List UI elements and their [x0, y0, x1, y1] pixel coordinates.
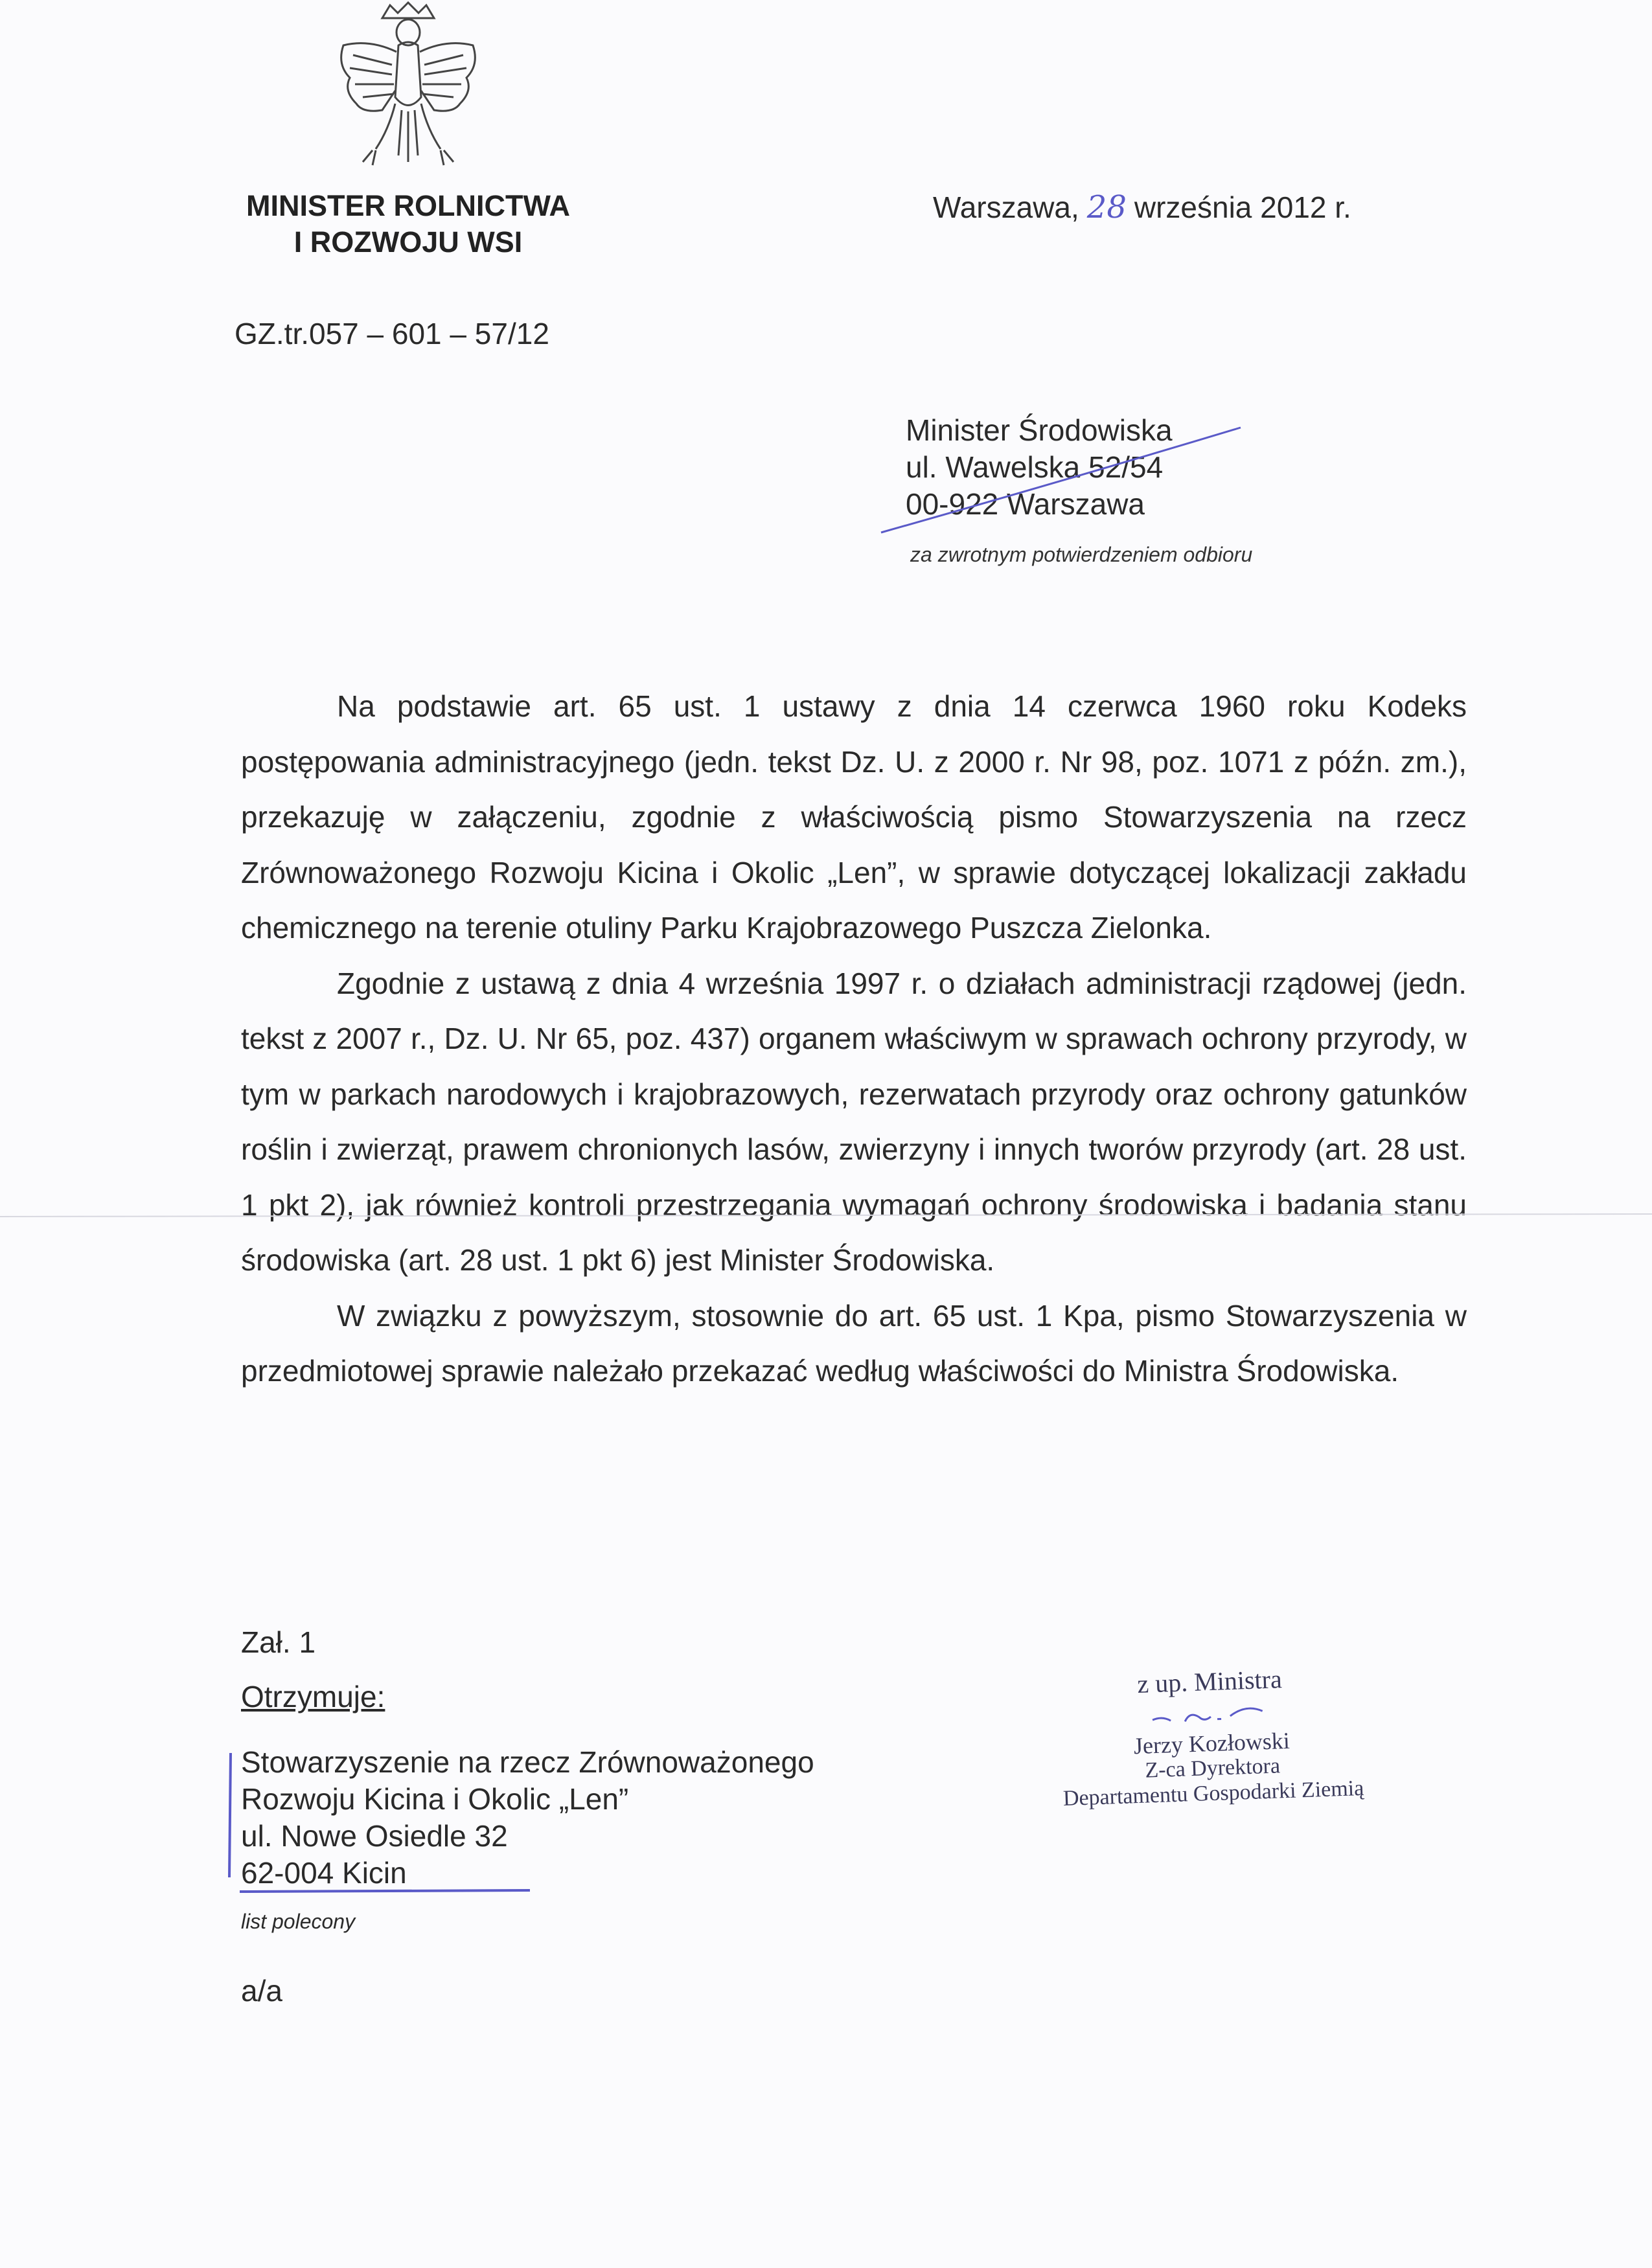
date-day-handwritten: 28 [1086, 189, 1127, 225]
body-paragraph-3: W związku z powyższym, stosownie do art. 65 ust. 1 Kpa, pismo Stowarzyszenia w przedmiotowej sprawie należało przekazać według właściwości do Ministra Środowiska. [241, 1298, 1467, 1388]
attachments-note: Zał. 1 [241, 1625, 316, 1659]
body-paragraph-1: Na podstawie art. 65 ust. 1 ustawy z dnia 14 czerwca 1960 roku Kodeks postępowania administracyjnego (jedn. tekst Dz. U. z 2000 r. Nr 98, poz. 1071 z późn. zm.), przekazuję w załączeniu, zgodnie z właściwością pismo Stowarzyszenia na rzecz Zrównoważonego Rozwoju Kicina i Okolic „Len”, w sprawie dotyczącej lokalizacji zakładu chemicznego na terenie otuliny Parku Krajobrazowego Puszcza Zielonka. [241, 689, 1467, 945]
delivery-method: list polecony [241, 1910, 356, 1933]
recipients-label: Otrzymuje: [241, 1680, 385, 1713]
addressee-block [906, 412, 1173, 523]
stamp-name: Jerzy Kozłowski [1133, 1727, 1291, 1759]
signature-stamp [1027, 1660, 1395, 1813]
recipient-line3: ul. Nowe Osiedle 32 [241, 1819, 508, 1853]
stamp-department: Departamentu Gospodarki Ziemią [1062, 1776, 1364, 1811]
addressee-line1: Minister Środowiska [906, 413, 1173, 447]
date-line [933, 189, 1351, 225]
date-prefix: Warszawa, [933, 190, 1079, 224]
date-suffix: września 2012 r. [1134, 190, 1351, 224]
body-paragraph-2: Zgodnie z ustawą z dnia 4 września 1997 r. o działach administracji rządowej (jedn. tekst z 2007 r., Dz. U. Nr 65, poz. 437) organem właściwym w sprawach ochrony przyrody, w tym w parkach narodowych i krajobrazowych, rezerwatach przyrody oraz ochrony gatunków roślin i zwierząt, prawem chronionych lasów, zwierzyny i innych tworów przyrody (art. 28 ust. 1 pkt 2), jak również kontroli przestrzegania wymagań ochrony środowiska i badania stanu środowiska (art. 28 ust. 1 pkt 6) jest Minister Środowiska. [241, 966, 1467, 1277]
recipient-line4: 62-004 Kicin [241, 1856, 407, 1890]
handwritten-signature-icon [1139, 1695, 1282, 1730]
ministry-line1: MINISTER ROLNICTWA [246, 189, 570, 222]
ministry-header [162, 188, 654, 260]
recipient-line2: Rozwoju Kicina i Okolic „Len” [241, 1782, 629, 1816]
stamp-position: Z-ca Dyrektora [1144, 1754, 1281, 1783]
ministry-line2: I ROZWOJU WSI [293, 225, 523, 258]
delivery-note: za zwrotnym potwierdzeniem odbioru [910, 543, 1253, 566]
recipient-margin-bar [229, 1753, 231, 1877]
polish-eagle-emblem-icon [317, 0, 499, 181]
file-note: a/a [241, 1974, 282, 2008]
addressee-line2: ul. Wawelska 52/54 [906, 450, 1164, 484]
letter-body [241, 679, 1467, 1399]
addressee-line3: 00-922 Warszawa [906, 487, 1145, 521]
reference-number: GZ.tr.057 – 601 – 57/12 [235, 317, 549, 350]
recipient-block [241, 1744, 814, 1892]
stamp-authorization: z up. Ministra [1136, 1664, 1283, 1699]
recipient-line1: Stowarzyszenie na rzecz Zrównoważonego [241, 1745, 814, 1779]
